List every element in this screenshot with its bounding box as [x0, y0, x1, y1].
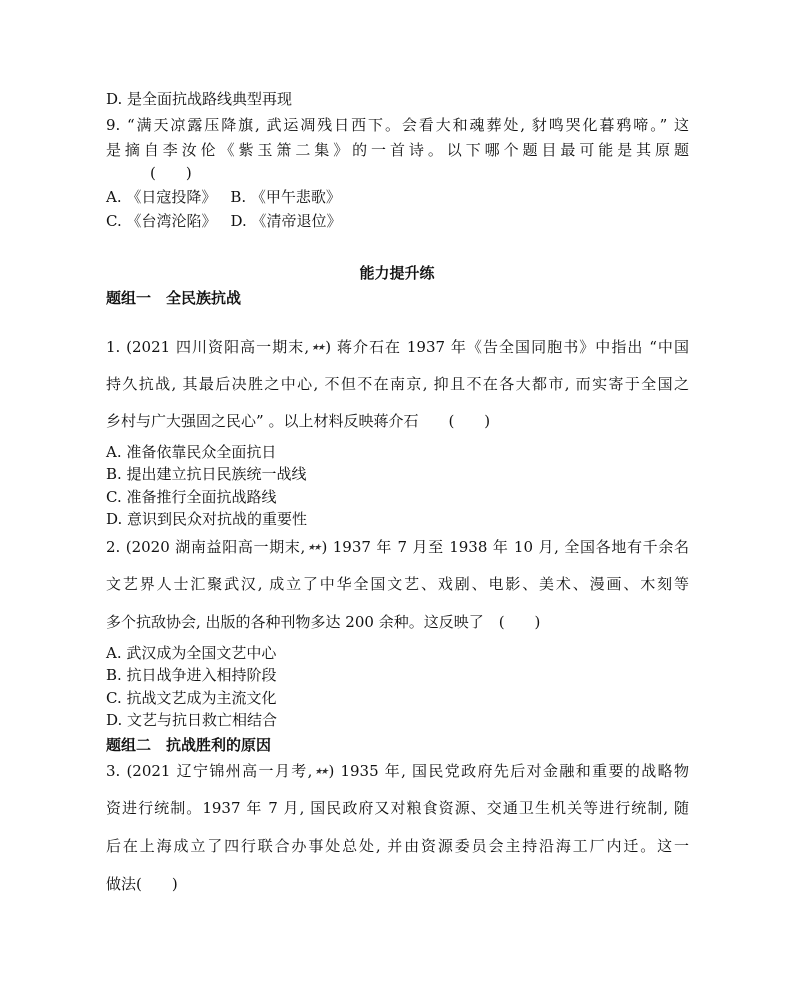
- q9-options-row-2: [106, 210, 342, 232]
- q9-options-row-1: [106, 186, 341, 208]
- q3-source: 3. (2021 辽宁锦州高一月考,: [106, 762, 313, 780]
- q9-option-b: B. 《甲午悲歌》: [230, 188, 341, 206]
- q3-stem-line-1: [106, 760, 689, 783]
- difficulty-stars-icon: ★★: [314, 767, 327, 777]
- q9-stem-line-1: 9. “满天凉露压降旗, 武运凋残日西下。会看大和魂葬处, 豺鸣哭化暮鸦啼。” 这: [106, 116, 689, 134]
- q1-stem-line-1: [106, 336, 689, 359]
- q8-option-d: D. 是全面抗战路线典型再现: [106, 90, 293, 108]
- q2-stem-start: ) 1937 年 7 月至 1938 年 10 月, 全国各地有千余名: [321, 538, 689, 556]
- q3-stem-start: ) 1935 年, 国民党政府先后对金融和重要的战略物: [328, 762, 689, 780]
- q1-stem-line-2: 持久抗战, 其最后决胜之中心, 不但不在南京, 抑且不在各大都市, 而实寄于全国之: [106, 375, 689, 393]
- group-2-title: 题组二 抗战胜利的原因: [106, 736, 272, 754]
- q1-option-c: C. 准备推行全面抗战路线: [106, 488, 277, 506]
- q1-source: 1. (2021 四川资阳高一期末,: [106, 338, 310, 356]
- q3-stem-line-3: 后在上海成立了四行联合办事处总处, 并由资源委员会主持沿海工厂内迁。这一: [106, 837, 689, 855]
- section-title: 能力提升练: [359, 264, 435, 282]
- difficulty-stars-icon: ★★: [307, 543, 320, 553]
- q1-option-b: B. 提出建立抗日民族统一战线: [106, 465, 307, 483]
- difficulty-stars-icon: ★★: [311, 343, 324, 353]
- q2-stem-line-1: [106, 536, 689, 559]
- q2-source: 2. (2020 湖南益阳高一期末,: [106, 538, 306, 556]
- q2-option-a: A. 武汉成为全国文艺中心: [106, 644, 277, 662]
- q9-stem-line-2: 是摘自李汝伦《紫玉箫二集》的一首诗。以下哪个题目最可能是其原题: [106, 141, 689, 159]
- q3-stem-line-2: 资进行统制。1937 年 7 月, 国民政府又对粮食资源、交通卫生机关等进行统制, 随: [106, 799, 689, 817]
- q1-option-a: A. 准备依靠民众全面抗日: [106, 443, 277, 461]
- q2-option-c: C. 抗战文艺成为主流文化: [106, 689, 277, 707]
- q1-stem-line-3: 乡村与广大强固之民心” 。以上材料反映蒋介石 ( ): [106, 412, 491, 430]
- group-1-title: 题组一 全民族抗战: [106, 289, 242, 307]
- q1-stem-start: ) 蒋介石在 1937 年《告全国同胞书》中指出 “中国: [325, 338, 689, 356]
- q9-option-c: C. 《台湾沦陷》: [106, 212, 217, 230]
- q9-answer-blank: ( ): [150, 164, 192, 182]
- q2-option-b: B. 抗日战争进入相持阶段: [106, 666, 277, 684]
- q9-option-a: A. 《日寇投降》: [106, 188, 217, 206]
- q2-stem-line-3: 多个抗敌协会, 出版的各种刊物多达 200 余种。这反映了 ( ): [106, 613, 541, 631]
- q9-option-d: D. 《清帝退位》: [230, 212, 342, 230]
- q1-option-d: D. 意识到民众对抗战的重要性: [106, 510, 308, 528]
- q3-stem-line-4: 做法( ): [106, 875, 178, 893]
- q2-option-d: D. 文艺与抗日救亡相结合: [106, 711, 278, 729]
- q2-stem-line-2: 文艺界人士汇聚武汉, 成立了中华全国文艺、戏剧、电影、美术、漫画、木刻等: [106, 575, 689, 593]
